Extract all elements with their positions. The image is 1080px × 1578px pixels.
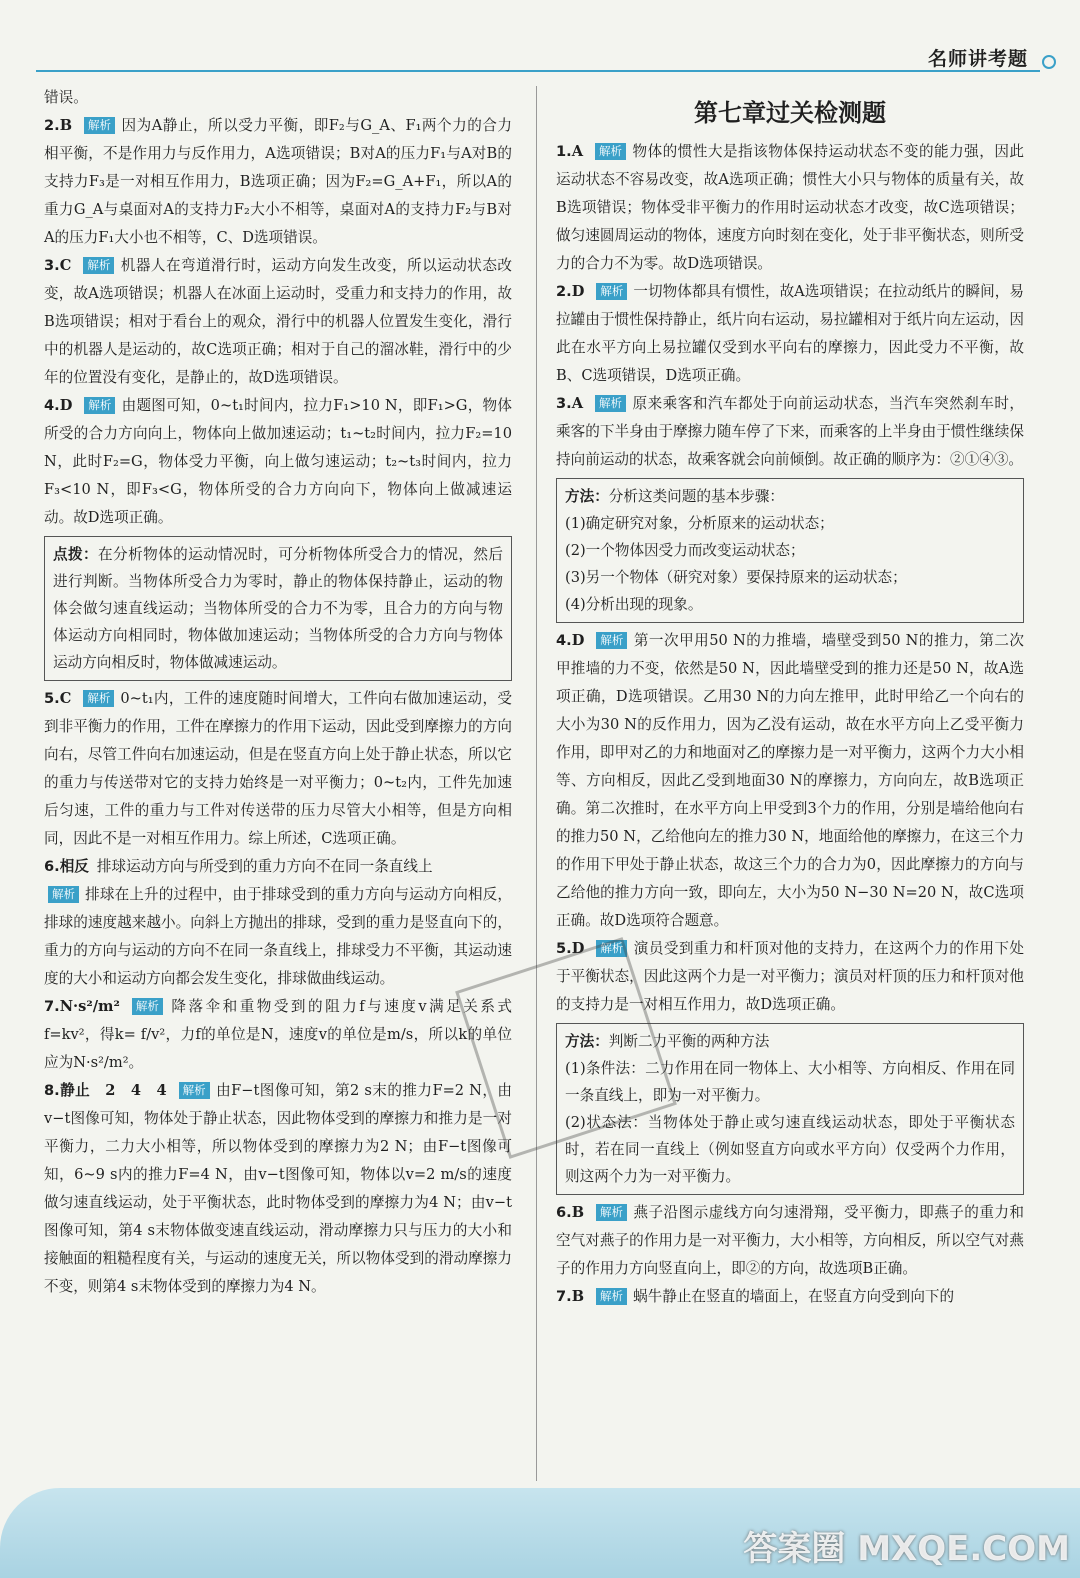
column-divider [536, 86, 537, 1481]
answer-text: 第一次甲用50 N的力推墙，墙壁受到50 N的推力，第二次甲推墙的力不变，依然是50 N，因此墙壁受到的推力还是50 N，故A选项正确，D选项错误。乙用30 N的力向左推甲，此时甲给乙一个向右的大小为30 N的反作用力，因为乙没有运动，故在水平方向上乙受平衡力作用，即甲对乙的力和地面对乙的摩擦力是一对平衡力，这两个力大小相等、方向相反，因此乙受到地面30 N的摩擦力，方向向左，故B选项正确。第二次推时，在水平方向上甲受到3个力的作用，分别是墙给他向右的推力50 N，乙给他向左的推力30 N，地面给他的摩擦力，在这三个力的作用下甲处于静止状态，故这三个力的合力为0，因此摩擦力的方向与乙给他的推力方向一致，即向左，大小为50 N−30 N=20 N，故C选项正确。故D选项符合题意。 [556, 632, 1024, 929]
answer-item [44, 392, 512, 532]
analysis-tag: 解析 [48, 886, 79, 903]
question-number: 8. [44, 1082, 60, 1099]
answer-item [556, 390, 1024, 474]
answer-text: 原来乘客和汽车都处于向前运动状态，当汽车突然刹车时，乘客的下半身由于摩擦力随车停了下来，而乘客的上半身由于惯性继续保持向前运动的状态，故乘客就会向前倾倒。故正确的顺序为：②①④③。 [556, 395, 1024, 468]
answer-key: B [571, 1288, 585, 1305]
analysis-tag: 解析 [596, 1204, 627, 1221]
analysis-tag: 解析 [596, 1288, 627, 1305]
question-number: 1. [556, 143, 572, 160]
answer-item [556, 627, 1024, 935]
tip-label: 方法： [565, 488, 609, 505]
answer-item [44, 1077, 512, 1301]
answer-item [44, 112, 512, 252]
answer-text: 降落伞和重物受到的阻力f与速度v满足关系式f=kv²，得k= f/v²，力f的单位是N，速度v的单位是m/s，所以k的单位应为N·s²/m²。 [44, 998, 512, 1071]
analysis-tag: 解析 [595, 143, 626, 160]
answer-item [44, 252, 512, 392]
answer-key: A [571, 143, 584, 160]
answer-text: 物体的惯性大是指该物体保持运动状态不变的能力强，因此运动状态不容易改变，故A选项正确；惯性大小只与物体的质量有关，故B选项错误；物体受非平衡力的作用时运动状态才改变，故C选项错误；做匀速圆周运动的物体，速度方向时刻在变化，处于非平衡状态，则所受力的合力不为零。故D选项错误。 [556, 143, 1024, 272]
tip-line: (1)确定研究对象，分析原来的运动状态； [565, 515, 834, 532]
left-column [44, 84, 512, 1301]
answer-item [44, 853, 512, 993]
answer-key: D [571, 940, 585, 957]
analysis-tag: 解析 [596, 632, 627, 649]
analysis-tag: 解析 [83, 690, 114, 707]
tip-text: 分析这类问题的基本步骤： [608, 488, 784, 505]
answer-extra: 排球运动方向与所受到的重力方向不在同一条直线上 [96, 858, 433, 875]
answer-text: 燕子沿图示虚线方向匀速滑翔，受平衡力，即燕子的重力和空气对燕子的作用力是一对平衡力，大小相等，方向相反，所以空气对燕子的作用力方向竖直向上，即②的方向，故选项B正确。 [556, 1204, 1024, 1277]
answer-key: C [59, 257, 72, 274]
question-number: 5. [44, 690, 60, 707]
watermark: 答案圈 MXQE.COM [743, 1529, 1070, 1569]
answer-key: B [59, 117, 73, 134]
right-column [556, 84, 1024, 1311]
answer-text: 演员受到重力和杆顶对他的支持力，在这两个力的作用下处于平衡状态，因此这两个力是一对平衡力；演员对杆顶的压力和杆顶对他的支持力是一对相互作用力，故D选项正确。 [556, 940, 1024, 1013]
answer-text: 由F−t图像可知，第2 s末的推力F=2 N，由v−t图像可知，物体处于静止状态，因此物体受到的摩擦力和推力是一对平衡力，二力大小相等，所以物体受到的摩擦力为2 N；由F−t图像可知，6~9 s内的推力F=4 N，由v−t图像可知，物体以v=2 m/s的速度做匀速直线运动，处于平衡状态，此时物体受到的摩擦力为4 N；由v−t图像可知，第4 s末物体做变速直线运动，滑动摩擦力只与压力的大小和接触面的粗糙程度有关，与运动的速度无关，所以物体受到的滑动摩擦力不变，则第4 s末物体受到的摩擦力为4 N。 [44, 1082, 512, 1295]
answer-item [44, 993, 512, 1077]
question-number: 6. [44, 858, 60, 875]
analysis-tag: 解析 [595, 395, 626, 412]
analysis-tag: 解析 [83, 257, 114, 274]
analysis-tag: 解析 [84, 117, 115, 134]
answer-key: 相反 [59, 858, 89, 875]
answer-text: 蜗牛静止在竖直的墙面上，在竖直方向受到向下的 [633, 1288, 955, 1305]
answer-text: 机器人在弯道滑行时，运动方向发生改变，所以运动状态改变，故A选项错误；机器人在冰面上运动时，受重力和支持力的作用，故B选项错误；相对于看台上的观众，滑行中的机器人位置发生变化，滑行中的机器人是运动的，故C选项正确；相对于自己的溜冰鞋，滑行中的少年的位置没有变化，是静止的，故D选项错误。 [44, 257, 512, 386]
answer-item [44, 685, 512, 853]
tip-label: 点拨： [53, 546, 99, 563]
answer-text: 由题图可知，0~t₁时间内，拉力F₁>10 N，即F₁>G，物体所受的合力方向向上，物体向上做加速运动；t₁~t₂时间内，拉力F₂=10 N，此时F₂=G，物体受力平衡，向上做匀速运动；t₂~t₃时间内，拉力F₃<10 N，即F₃<G，物体所受的合力方向向下，物体向上做减速运动。故D选项正确。 [44, 397, 512, 526]
chapter-title: 第七章过关检测题 [694, 99, 886, 127]
tip-text: 判断二力平衡的两种方法 [608, 1033, 770, 1050]
question-number: 5. [556, 940, 572, 957]
header-circle-icon [1042, 55, 1056, 69]
question-number: 7. [556, 1288, 572, 1305]
answer-item [44, 84, 512, 112]
answer-key: D [59, 397, 73, 414]
answer-item [556, 1283, 1024, 1311]
analysis-tag: 解析 [596, 940, 627, 957]
tip-text: 在分析物体的运动情况时，可分析物体所受合力的情况，然后进行判断。当物体所受合力为零时，静止的物体保持静止，运动的物体会做匀速直线运动；当物体所受的合力不为零，且合力的方向与物体运动方向相同时，物体做加速运动；当物体所受的合力方向与物体运动方向相反时，物体做减速运动。 [53, 546, 503, 671]
tip-box [556, 478, 1024, 623]
tip-line: (3)另一个物体（研究对象）要保持原来的运动状态； [565, 569, 907, 586]
tip-line: (2)一个物体因受力而改变运动状态； [565, 542, 805, 559]
answer-item [556, 1199, 1024, 1283]
question-number: 3. [556, 395, 572, 412]
header-rule [36, 70, 1040, 72]
answer-text: 排球在上升的过程中，由于排球受到的重力方向与运动方向相反，排球的速度越来越小。向斜上方抛出的排球，受到的重力是竖直向下的，重力的方向与运动的方向不在同一条直线上，排球受力不平衡，其运动速度的大小和运动方向都会发生变化，排球做曲线运动。 [44, 886, 512, 987]
analysis-tag: 解析 [179, 1082, 210, 1099]
tip-line: (4)分析出现的现象。 [565, 596, 703, 613]
tip-label: 方法： [565, 1033, 609, 1050]
answer-item [556, 138, 1024, 278]
question-number: 7. [44, 998, 60, 1015]
answer-key: B [571, 1204, 585, 1221]
question-number: 2. [556, 283, 572, 300]
tip-line: (1)条件法：二力作用在同一物体上、大小相等、方向相反、作用在同一条直线上，即为一对平衡力。 [565, 1060, 1015, 1104]
question-number: 6. [556, 1204, 572, 1221]
analysis-tag: 解析 [84, 397, 115, 414]
answer-text: 一切物体都具有惯性，故A选项错误；在拉动纸片的瞬间，易拉罐由于惯性保持静止，纸片向右运动，易拉罐相对于纸片向左运动，因此在水平方向上易拉罐仅受到水平向右的摩擦力，因此受力不平衡，故B、C选项错误，D选项正确。 [556, 283, 1024, 384]
answer-key: D [571, 632, 585, 649]
answer-key: A [571, 395, 584, 412]
answer-text: 因为A静止，所以受力平衡，即F₂与G_A、F₁两个力的合力相平衡，不是作用力与反作用力，A选项错误；B对A的压力F₁与A对B的支持力F₃是一对相互作用力，B选项正确；因为F₂=G_A+F₁，所以A的重力G_A与桌面对A的支持力F₂大小不相等，桌面对A的支持力F₂与B对A的压力F₁大小也不相等，C、D选项错误。 [44, 117, 512, 246]
header-title: 名师讲考题 [927, 48, 1028, 70]
answer-key: C [59, 690, 72, 707]
answer-item [556, 278, 1024, 390]
answer-key: D [571, 283, 585, 300]
question-number: 4. [44, 397, 60, 414]
answer-text: 错误。 [44, 89, 88, 106]
answer-key: 静止 2 4 4 [59, 1082, 167, 1099]
answer-key: N·s²/m² [59, 998, 120, 1015]
question-number: 2. [44, 117, 60, 134]
question-number: 3. [44, 257, 60, 274]
tip-box [44, 536, 512, 681]
question-number: 4. [556, 632, 572, 649]
tip-line: (2)状态法：当物体处于静止或匀速直线运动状态，即处于平衡状态时，若在同一直线上（例如竖直方向或水平方向）仅受两个力作用，则这两个力为一对平衡力。 [565, 1114, 1015, 1185]
analysis-tag: 解析 [132, 998, 163, 1015]
analysis-tag: 解析 [596, 283, 627, 300]
answer-text: 0~t₁内，工件的速度随时间增大，工件向右做加速运动，受到非平衡力的作用，工件在摩擦力的作用下运动，因此受到摩擦力的方向向右，尽管工件向右加速运动，但是在竖直方向上处于静止状态，所以它的重力与传送带对它的支持力始终是一对平衡力；0~t₂内，工件先加速后匀速，工件的重力与工件对传送带的压力尽管大小相等，但是方向相同，因此不是一对相互作用力。综上所述，C选项正确。 [44, 690, 512, 847]
